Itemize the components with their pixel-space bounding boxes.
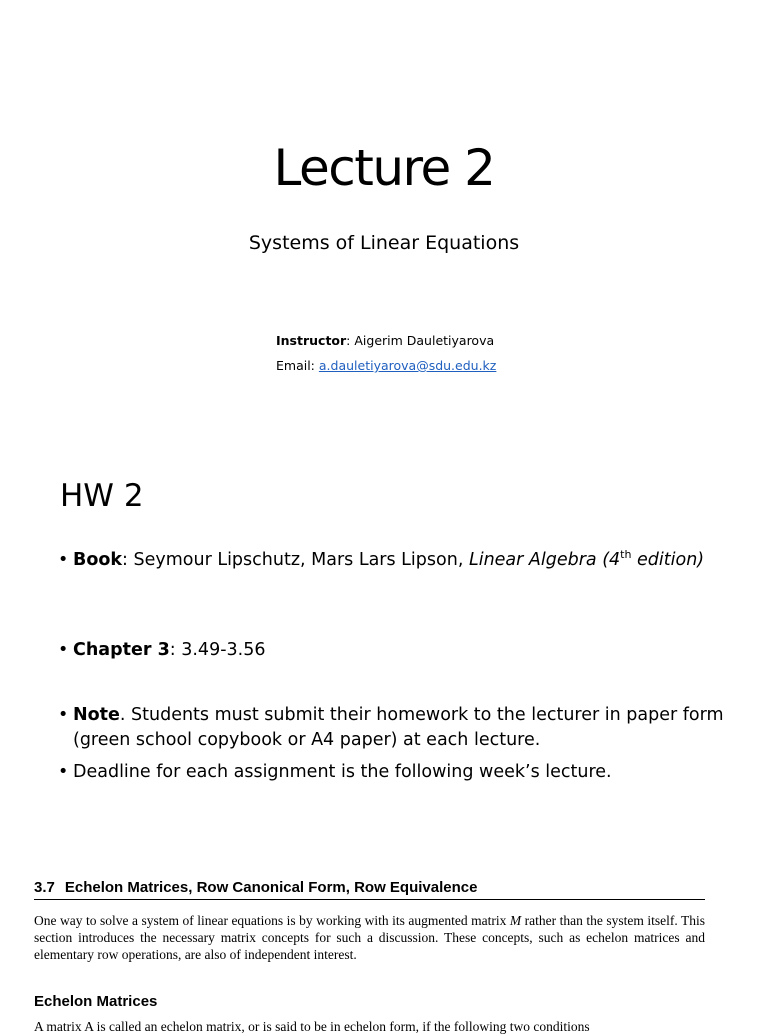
book-authors: : Seymour Lipschutz, Mars Lars Lipson, xyxy=(122,550,469,570)
instructor-name: : Aigerim Dauletiyarova xyxy=(346,333,495,348)
note-text: . Students must submit their homework to the lecturer in paper form (green school copybook or A4 paper) at each lecture. xyxy=(73,705,724,750)
matrix-variable: M xyxy=(509,913,522,928)
deadline-text: Deadline for each assignment is the following week’s lecture. xyxy=(73,762,612,782)
book-label: Book xyxy=(73,550,123,570)
paragraph-text-b: rather than the system itself. This section introduces the necessary matrix concepts for such a discussion. These concepts, such as echelon matrices and elementary row operations, are also of independent interest. xyxy=(34,913,705,962)
section-heading xyxy=(34,878,477,898)
edition-superscript: th xyxy=(620,548,632,561)
note-bullet xyxy=(58,703,738,753)
textbook-excerpt xyxy=(0,864,768,1034)
bullet-dot: • xyxy=(58,640,69,660)
cutoff-text-line: A matrix A is called an echelon matrix, or is said to be in echelon form, if the following two conditions xyxy=(34,1019,590,1034)
note-label: Note xyxy=(73,705,120,725)
email-link[interactable]: a.dauletiyarova@sdu.edu.kz xyxy=(318,358,497,373)
chapter-bullet xyxy=(58,638,738,663)
book-edition: edition) xyxy=(631,550,705,570)
intro-paragraph xyxy=(34,912,705,963)
instructor-label: Instructor xyxy=(276,333,347,348)
book-bullet xyxy=(58,548,738,573)
bullet-dot: • xyxy=(58,550,69,570)
paragraph-text-a: One way to solve a system of linear equations is by working with its augmented matrix xyxy=(34,913,510,928)
lecture-title: Lecture 2 xyxy=(273,139,495,197)
homework-slide xyxy=(0,432,768,864)
instructor-line xyxy=(276,332,494,350)
chapter-label: Chapter 3 xyxy=(73,640,170,660)
subsection-heading: Echelon Matrices xyxy=(34,993,158,1010)
bullet-dot: • xyxy=(58,762,69,782)
chapter-problems: : 3.49-3.56 xyxy=(169,640,266,660)
email-line xyxy=(276,357,496,375)
homework-title: HW 2 xyxy=(60,478,144,514)
section-title: Echelon Matrices, Row Canonical Form, Row Equivalence xyxy=(64,879,478,896)
email-label: Email: xyxy=(276,358,319,373)
title-slide xyxy=(0,0,768,432)
lecture-subtitle: Systems of Linear Equations xyxy=(248,232,520,254)
deadline-bullet xyxy=(58,760,738,785)
bullet-dot: • xyxy=(58,705,69,725)
section-rule xyxy=(34,899,705,900)
book-title: Linear Algebra (4 xyxy=(468,550,621,570)
section-number: 3.7 xyxy=(34,879,55,896)
